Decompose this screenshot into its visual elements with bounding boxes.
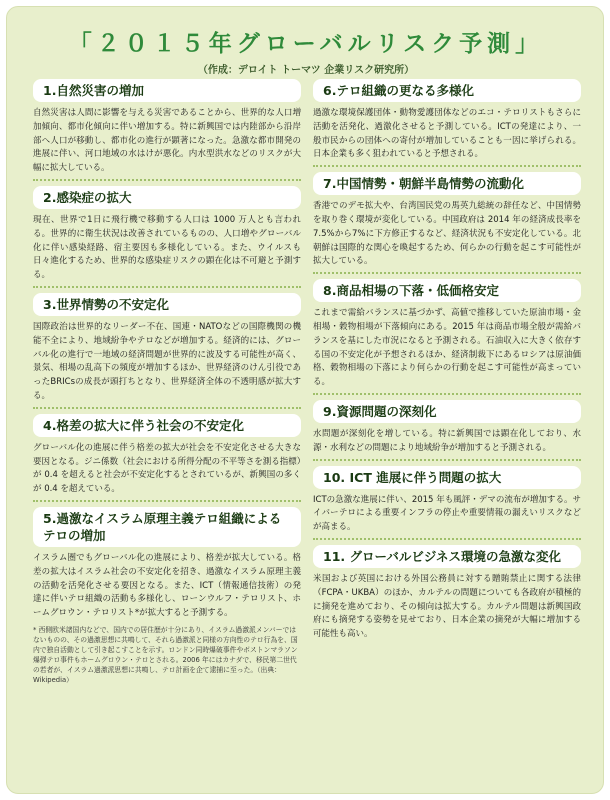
risk-section-3 xyxy=(33,283,301,404)
section-body: 過激な環境保護団体・動物愛護団体などのエコ・テロリストもさらに活動を活発化、過激化させると予測している。ICTの発達により、一般市民からの団体への寄付が増加していることも一因に挙げられる。日本企業も多く狙われていると予想される。 xyxy=(313,108,581,160)
risk-section-5 xyxy=(33,497,301,685)
risk-section-8 xyxy=(313,269,581,390)
section-body: 国際政治は世界的なリーダー不在、国連・NATOなどの国際機関の機能不全により、地域紛争やテロなどが増加する。経済的には、グローバル化の進行で一地域の経済問題が世界的に波及する可能性が高く、景気、相場の乱高下の頻度が増加するほか、世界経済のけん引役であったBRICsの成長が頭打ちとなり、世界経済全体の不透明感が拡大する。 xyxy=(33,321,301,401)
section-body: 水問題が深刻化を増している。特に新興国では顕在化しており、水源・水利などの問題により地域紛争が増加すると予測される。 xyxy=(313,428,581,453)
risk-section-7 xyxy=(313,162,581,269)
section-divider xyxy=(313,393,581,395)
section-heading: 3.世界情勢の不安定化 xyxy=(33,293,301,316)
section-divider xyxy=(33,179,301,181)
section-body: イスラム圏でもグローバル化の進展により、格差が拡大している。格差の拡大はイスラム社会の不安定化を招き、過激なイスラム原理主義の活動を活発化させる要因となる。また、ICT（情報通信技術）の発達に伴いテロ組織の活動も多様化し、ローンウルフ・テロリスト、ホームグロウン・テロリスト*が拡大すると予測する。 xyxy=(33,552,301,619)
section-heading: 4.格差の拡大に伴う社会の不安定化 xyxy=(33,414,301,437)
risk-section-4 xyxy=(33,404,301,497)
section-heading: 2.感染症の拡大 xyxy=(33,186,301,209)
risk-section-11 xyxy=(313,535,581,642)
risk-section-1 xyxy=(33,79,301,176)
risk-section-2 xyxy=(33,176,301,283)
section-body: ICTの急激な進展に伴い、2015 年も風評・デマの流布が増加する。サイバーテロによる重要インフラの停止や重要情報の漏えいリスクなどが高まる。 xyxy=(313,494,581,533)
section-divider xyxy=(313,459,581,461)
left-column xyxy=(33,79,301,685)
section-body: 自然災害は人間に影響を与える災害であることから、世界的な人口増加傾向、都市化傾向に伴い増加する。特に新興国では内陸部から沿岸部へ人口が移動し、都市化の進行が顕著になった。急激な都市開発の進展に伴い、河口地域の水はけが悪化。内水型洪水などのリスクが大幅に拡大している。 xyxy=(33,108,301,174)
risk-section-10 xyxy=(313,456,581,535)
section-heading: 10. ICT 進展に伴う問題の拡大 xyxy=(313,466,581,489)
section-body: これまで需給バランスに基づかず、高値で推移していた原油市場・金相場・穀物相場が下落傾向にある。2015 年は商品市場全般が需給バランスを基にした市況になると予測される。石油収入に大きく依存する国の不安定化が予想されるほか、経済制裁下にあるロシアは原油価格、穀物相場の下落により何らかの行動を起こす可能性が高まっている。 xyxy=(313,308,581,388)
risk-section-6 xyxy=(313,79,581,162)
page-title: 「２０１５年グローバルリスク予測」 xyxy=(68,31,544,57)
section-divider xyxy=(313,538,581,540)
section-divider xyxy=(33,286,301,288)
section-divider xyxy=(33,500,301,502)
right-column xyxy=(313,79,581,642)
section-heading: 5.過激なイスラム原理主義テロ組織による テロの増加 xyxy=(33,507,301,547)
section-body: 現在、世界で1日に飛行機で移動する人口は 1000 万人とも言われる。世界的に衛生状況は改善されているものの、人口増やグローバル化に伴い感染経路、宿主要因も多様化している。また、ウイルスも日々進化するため、世界的な感染症リスクの顕在化は不可避と予測する。 xyxy=(33,214,301,281)
section-heading: 6.テロ組織の更なる多様化 xyxy=(313,79,581,102)
section-heading: 1.自然災害の増加 xyxy=(33,79,301,102)
section-footnote: * 西側欧米諸国内などで、国内での居住歴が十分にあり、イスラム過激派メンバーではないものの、その過激思想に共鳴して、それら過激派と同様の方向性のテロ行為を、国内で独自活動として引き起こすことを示す。ロンドン同時爆破事件やボストンマラソン爆弾テロ事件もホームグロウン・テロとされる。2006 年にはカナダで、移民第二世代の若者が、イスラム過激派思想に共鳴し、テロ計画を企て逮捕に至った。（出典：Wikipedia） xyxy=(33,625,298,684)
section-body: 香港でのデモ拡大や、台湾国民党の馬英九総統の辞任など、中国情勢を取り巻く環境が変化している。中国政府は 2014 年の経済成長率を7.5%から7%に下方修正するなど、経済状況も不安定化している。北朝鮮は国際的な関心を喚起するため、何らかの行動を起こす可能性が拡大している。 xyxy=(313,201,581,267)
page-subtitle: （作成：デロイト トーマツ 企業リスク研究所） xyxy=(197,65,415,76)
section-heading: 9.資源問題の深刻化 xyxy=(313,400,581,423)
section-divider xyxy=(33,407,301,409)
section-divider xyxy=(313,165,581,167)
section-heading: 8.商品相場の下落・低価格安定 xyxy=(313,279,581,302)
section-heading: 11. グローバルビジネス環境の急激な変化 xyxy=(313,545,581,568)
report-panel xyxy=(6,6,604,794)
section-body: 米国および英国における外国公務員に対する贈賄禁止に関する法律（FCPA・UKBA）のほか、カルテルの問題についても各政府が積極的に摘発を進めており、その傾向は拡大する。カルテル問題は新興国政府にも摘発する姿勢を見せており、日本企業の摘発が大幅に増加する可能性も高い。 xyxy=(313,573,581,640)
section-body: グローバル化の進展に伴う格差の拡大が社会を不安定化させる大きな要因となる。ジニ係数（社会における所得分配の不平等さを測る指標）が 0.4 を超えると社会が不安定化するとされているが、新興国の多くが 0.4 を超えている。 xyxy=(33,442,301,495)
section-heading: 7.中国情勢・朝鮮半島情勢の流動化 xyxy=(313,172,581,195)
risk-section-9 xyxy=(313,390,581,456)
section-divider xyxy=(313,272,581,274)
